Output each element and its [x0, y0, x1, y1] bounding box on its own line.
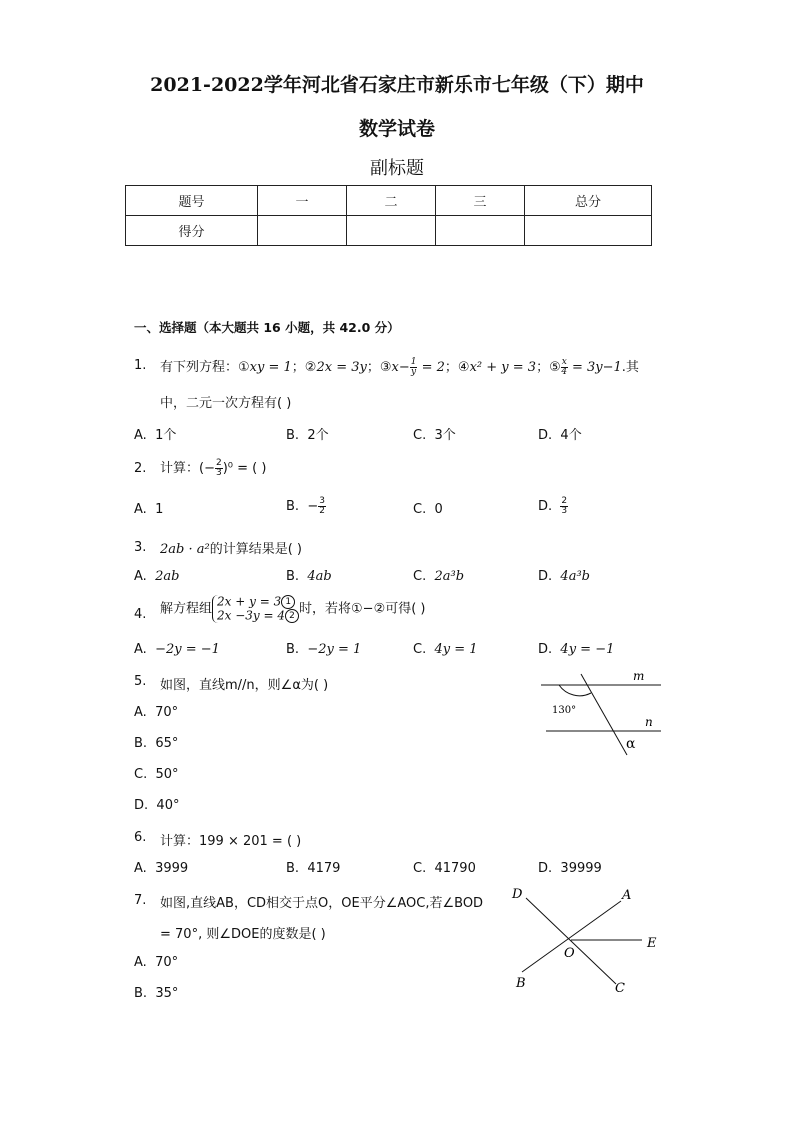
exam-subtitle: 副标题 — [370, 158, 424, 179]
option-c[interactable]: C. 41790 — [413, 861, 476, 876]
option-d[interactable]: D. 39999 — [538, 861, 602, 876]
equation-system: 2x + y = 3 1 2x −3y = 4 2 — [212, 595, 299, 623]
point-o-label: O — [564, 946, 575, 961]
question-text: 如图,直线AB，CD相交于点O，OE平分∠AOC,若∠BOD — [160, 896, 484, 911]
exam-title-line2: 数学试卷 — [358, 118, 435, 140]
option-b[interactable]: B. 35° — [134, 986, 179, 1001]
option-a[interactable]: A. 70° — [134, 705, 179, 720]
question-number: 2. — [134, 461, 147, 476]
option-c[interactable]: C. 2a³b — [413, 569, 465, 584]
option-d[interactable]: D. 4a³b — [538, 569, 590, 584]
score-cell[interactable] — [436, 216, 525, 246]
option-d[interactable]: D. 4y = −1 — [538, 642, 615, 657]
option-d[interactable]: D. $\frac{2}{3}$ — [538, 496, 568, 516]
option-b[interactable]: B. − $\frac{3}{2}$ — [286, 496, 325, 516]
question-text: 计算：199 × 201 = ( ) — [160, 834, 302, 849]
score-cell[interactable] — [347, 216, 436, 246]
option-a[interactable]: A. 2ab — [134, 569, 180, 584]
option-a[interactable]: A. 1个 — [134, 428, 177, 443]
option-a[interactable]: A. 70° — [134, 955, 179, 970]
question-number: 7. — [134, 893, 147, 908]
score-row-label: 得分 — [126, 216, 258, 246]
transversal-line — [581, 674, 627, 755]
question-text-line2: 中，二元一次方程有( ) — [160, 396, 292, 411]
question-text: 有下列方程：①xy = 1；②2x = 3y；③x− $\frac{1}{y}$ = 2；④x² + y = 3；⑤ $\frac{x}{4}$ = 3y−1.其 — [160, 357, 639, 377]
exam-title-line1: 2021-2022学年河北省石家庄市新乐市七年级（下）期中 — [150, 74, 644, 96]
score-header-cell: 题号 — [126, 186, 258, 216]
option-b[interactable]: B. 65° — [134, 736, 179, 751]
option-c[interactable]: C. 50° — [134, 767, 179, 782]
question-number: 3. — [134, 540, 147, 555]
option-b[interactable]: B. 4179 — [286, 861, 341, 876]
score-header-cell: 三 — [436, 186, 525, 216]
question-text: 如图，直线m//n，则∠α为( ) — [160, 678, 329, 693]
parallel-lines-figure — [535, 665, 670, 760]
angle-arc — [559, 685, 591, 696]
score-table-score-row — [126, 216, 652, 246]
question-number: 1. — [134, 358, 147, 373]
score-header-cell: 总分 — [525, 186, 652, 216]
section-heading: 一、选择题（本大题共 16 小题，共 42.0 分） — [134, 320, 400, 335]
label-m: m — [633, 669, 645, 683]
alpha-label: α — [626, 736, 636, 752]
score-header-cell: 一 — [258, 186, 347, 216]
intersecting-lines-figure — [505, 880, 665, 1000]
option-a[interactable]: A. −2y = −1 — [134, 642, 220, 657]
option-b[interactable]: B. 4ab — [286, 569, 332, 584]
point-b-label: B — [516, 976, 526, 991]
question-text-line2: = 70°, 则∠DOE的度数是( ) — [160, 927, 326, 942]
line-dc — [526, 898, 616, 984]
question-text: 2ab · a²的计算结果是( ) — [160, 542, 302, 557]
score-header-cell: 二 — [347, 186, 436, 216]
question-number: 5. — [134, 674, 147, 689]
question-text: 解方程组 2x + y = 3 1 2x −3y = 4 2 时，若将①−②可得( ) — [160, 594, 426, 623]
question-number: 6. — [134, 830, 147, 845]
point-a-label: A — [622, 888, 632, 903]
point-c-label: C — [615, 981, 625, 996]
angle-130-label: 130° — [552, 705, 577, 716]
score-table-header-row — [126, 186, 652, 216]
option-b[interactable]: B. 2个 — [286, 428, 329, 443]
score-cell[interactable] — [525, 216, 652, 246]
score-table — [125, 185, 652, 246]
point-e-label: E — [647, 936, 657, 951]
label-n: n — [645, 715, 653, 729]
option-b[interactable]: B. −2y = 1 — [286, 642, 362, 657]
option-a[interactable]: A. 1 — [134, 502, 164, 517]
option-d[interactable]: D. 4个 — [538, 428, 582, 443]
question-text: 计算：(− $\frac{2}{3}$ )⁰ = ( ) — [160, 458, 267, 478]
line-ab — [522, 901, 621, 972]
option-c[interactable]: C. 3个 — [413, 428, 456, 443]
score-cell[interactable] — [258, 216, 347, 246]
option-a[interactable]: A. 3999 — [134, 861, 189, 876]
question-number: 4. — [134, 607, 147, 622]
point-d-label: D — [512, 887, 523, 902]
option-c[interactable]: C. 0 — [413, 502, 443, 517]
option-d[interactable]: D. 40° — [134, 798, 180, 813]
option-c[interactable]: C. 4y = 1 — [413, 642, 478, 657]
